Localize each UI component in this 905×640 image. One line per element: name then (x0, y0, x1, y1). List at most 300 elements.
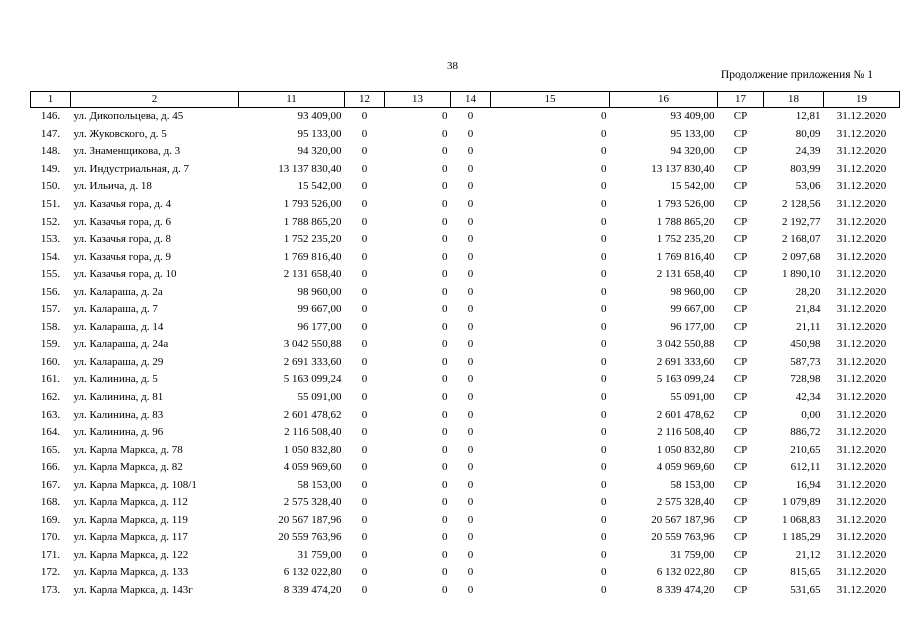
value-col-12: 0 (361, 513, 368, 526)
value-col-16: 8 339 474,20 (656, 584, 715, 597)
row-number: 152. (40, 215, 61, 228)
value-col-13: 0 (442, 461, 448, 474)
row-number: 164. (40, 426, 61, 439)
value-col-12: 0 (361, 426, 368, 439)
row-number: 165. (40, 443, 61, 456)
value-col-15: 0 (601, 548, 607, 561)
value-col-15: 0 (601, 145, 607, 158)
value-col-12: 0 (361, 127, 368, 140)
date-col-19: 31.12.2020 (836, 355, 887, 368)
value-col-18: 1 185,29 (782, 531, 821, 544)
value-col-15: 0 (601, 127, 607, 140)
value-col-11: 99 667,00 (297, 303, 342, 316)
value-col-15: 0 (601, 373, 607, 386)
value-col-18: 2 097,68 (782, 250, 821, 263)
value-col-11: 55 091,00 (297, 391, 342, 404)
value-col-15: 0 (601, 443, 607, 456)
date-col-19: 31.12.2020 (836, 303, 887, 316)
value-col-18: 0,00 (801, 408, 821, 421)
code-col-17: СР (733, 198, 748, 210)
address: ул. Карла Маркса, д. 119 (73, 513, 188, 526)
value-col-11: 3 042 550,88 (283, 338, 342, 351)
table-row (31, 178, 900, 196)
table-row (31, 529, 900, 547)
value-col-15: 0 (601, 268, 607, 281)
value-col-16: 20 567 187,96 (651, 513, 715, 526)
date-col-19: 31.12.2020 (836, 531, 887, 544)
column-header-16: 16 (610, 92, 718, 108)
date-col-19: 31.12.2020 (836, 268, 887, 281)
value-col-18: 24,39 (795, 145, 821, 158)
value-col-18: 2 128,56 (782, 198, 821, 210)
address: ул. Калараша, д. 7 (73, 303, 158, 316)
value-col-13: 0 (442, 215, 448, 228)
value-col-14: 0 (467, 198, 474, 210)
value-col-16: 1 788 865,20 (656, 215, 715, 228)
table-row (31, 108, 900, 126)
row-number: 168. (40, 496, 61, 509)
table-row (31, 213, 900, 231)
address: ул. Жуковского, д. 5 (73, 127, 167, 140)
value-col-16: 55 091,00 (670, 391, 715, 404)
value-col-14: 0 (467, 110, 474, 123)
value-col-12: 0 (361, 566, 368, 579)
code-col-17: СР (733, 250, 748, 263)
address: ул. Карла Маркса, д. 133 (73, 566, 189, 579)
value-col-18: 815,65 (790, 566, 821, 579)
value-col-14: 0 (467, 303, 474, 316)
value-col-14: 0 (467, 513, 474, 526)
value-col-16: 13 137 830,40 (651, 162, 715, 175)
value-col-11: 1 769 816,40 (283, 250, 342, 263)
code-col-17: СР (733, 285, 748, 298)
value-col-16: 1 752 235,20 (656, 233, 715, 246)
value-col-14: 0 (467, 355, 474, 368)
code-col-17: СР (733, 338, 748, 351)
value-col-15: 0 (601, 320, 607, 333)
value-col-14: 0 (467, 584, 474, 597)
value-col-13: 0 (442, 478, 448, 491)
value-col-14: 0 (467, 461, 474, 474)
table-body (31, 108, 900, 600)
table-row (31, 336, 900, 354)
code-col-17: СР (733, 215, 748, 228)
date-col-19: 31.12.2020 (836, 250, 887, 263)
value-col-16: 94 320,00 (670, 145, 715, 158)
value-col-15: 0 (601, 338, 607, 351)
date-col-19: 31.12.2020 (836, 180, 887, 193)
table-row (31, 582, 900, 600)
date-col-19: 31.12.2020 (836, 338, 887, 351)
table-row (31, 547, 900, 565)
table-row (31, 476, 900, 494)
value-col-14: 0 (467, 531, 474, 544)
value-col-14: 0 (467, 478, 474, 491)
value-col-14: 0 (467, 566, 474, 579)
address: ул. Ильича, д. 18 (73, 180, 152, 193)
code-col-17: СР (733, 584, 748, 597)
row-number: 173. (40, 584, 61, 597)
table-row (31, 371, 900, 389)
row-number: 147. (40, 127, 61, 140)
code-col-17: СР (733, 566, 748, 579)
value-col-11: 96 177,00 (297, 320, 342, 333)
value-col-12: 0 (361, 162, 368, 175)
value-col-15: 0 (601, 250, 607, 263)
row-number: 161. (40, 373, 61, 386)
value-col-11: 98 960,00 (297, 285, 342, 298)
value-col-11: 20 567 187,96 (278, 513, 342, 526)
date-col-19: 31.12.2020 (836, 584, 887, 597)
appendix-table (30, 91, 900, 599)
value-col-18: 803,99 (790, 162, 821, 175)
table-row (31, 319, 900, 337)
value-col-11: 5 163 099,24 (283, 373, 342, 386)
value-col-13: 0 (442, 127, 448, 140)
row-number: 170. (40, 531, 61, 544)
column-header-13: 13 (385, 92, 451, 108)
value-col-14: 0 (467, 408, 474, 421)
value-col-18: 80,09 (795, 127, 821, 140)
date-col-19: 31.12.2020 (836, 215, 887, 228)
value-col-13: 0 (442, 584, 448, 597)
row-number: 171. (40, 548, 61, 561)
code-col-17: СР (733, 513, 748, 526)
address: ул. Калинина, д. 81 (73, 391, 164, 404)
address: ул. Карла Маркса, д. 82 (73, 461, 183, 474)
value-col-18: 2 168,07 (782, 233, 821, 246)
code-col-17: СР (733, 303, 748, 316)
value-col-16: 20 559 763,96 (651, 531, 715, 544)
value-col-14: 0 (467, 426, 474, 439)
table-row (31, 266, 900, 284)
address: ул. Казачья гора, д. 4 (73, 198, 171, 210)
value-col-12: 0 (361, 145, 368, 158)
row-number: 162. (40, 391, 61, 404)
value-col-18: 16,94 (795, 478, 821, 491)
row-number: 146. (40, 110, 61, 123)
value-col-14: 0 (467, 180, 474, 193)
value-col-13: 0 (442, 391, 448, 404)
value-col-13: 0 (442, 513, 448, 526)
value-col-13: 0 (442, 320, 448, 333)
page-number: 38 (447, 60, 458, 72)
date-col-19: 31.12.2020 (836, 145, 887, 158)
value-col-16: 1 769 816,40 (656, 250, 715, 263)
table-row (31, 161, 900, 179)
value-col-14: 0 (467, 373, 474, 386)
address: ул. Калараша, д. 2а (73, 285, 163, 298)
value-col-15: 0 (601, 110, 607, 123)
value-col-13: 0 (442, 548, 448, 561)
row-number: 163. (40, 408, 61, 421)
value-col-18: 1 890,10 (782, 268, 821, 281)
value-col-14: 0 (467, 162, 474, 175)
address: ул. Карла Маркса, д. 117 (73, 531, 188, 544)
code-col-17: СР (733, 110, 748, 123)
value-col-13: 0 (442, 355, 448, 368)
value-col-18: 53,06 (795, 180, 821, 193)
value-col-13: 0 (442, 443, 448, 456)
value-col-16: 58 153,00 (670, 478, 715, 491)
value-col-11: 94 320,00 (297, 145, 342, 158)
date-col-19: 31.12.2020 (836, 426, 887, 439)
value-col-13: 0 (442, 496, 448, 509)
value-col-14: 0 (467, 233, 474, 246)
table-row (31, 248, 900, 266)
value-col-18: 531,65 (790, 584, 821, 597)
value-col-11: 8 339 474,20 (283, 584, 342, 597)
value-col-14: 0 (467, 250, 474, 263)
column-header-1: 1 (31, 92, 71, 108)
value-col-18: 1 079,89 (782, 496, 821, 509)
column-header-14: 14 (451, 92, 491, 108)
date-col-19: 31.12.2020 (836, 496, 887, 509)
address: ул. Карла Маркса, д. 112 (73, 496, 188, 509)
value-col-11: 6 132 022,80 (283, 566, 342, 579)
address: ул. Знаменщикова, д. 3 (73, 145, 181, 158)
value-col-12: 0 (361, 110, 368, 123)
value-col-15: 0 (601, 233, 607, 246)
value-col-15: 0 (601, 513, 607, 526)
table-row (31, 512, 900, 530)
value-col-14: 0 (467, 127, 474, 140)
value-col-11: 2 691 333,60 (283, 355, 342, 368)
table-row (31, 406, 900, 424)
value-col-11: 93 409,00 (297, 110, 342, 123)
value-col-13: 0 (442, 531, 448, 544)
value-col-18: 21,12 (795, 548, 821, 561)
value-col-18: 21,84 (795, 303, 821, 316)
value-col-11: 1 788 865,20 (283, 215, 342, 228)
value-col-16: 2 575 328,40 (656, 496, 715, 509)
value-col-12: 0 (361, 250, 368, 263)
value-col-18: 612,11 (790, 461, 821, 474)
value-col-18: 12,81 (795, 110, 821, 123)
value-col-11: 31 759,00 (297, 548, 342, 561)
value-col-15: 0 (601, 198, 607, 210)
value-col-13: 0 (442, 110, 448, 123)
address: ул. Индустриальная, д. 7 (73, 162, 190, 175)
column-header-15: 15 (491, 92, 610, 108)
continuation-caption: Продолжение приложения № 1 (720, 69, 873, 81)
table-row (31, 231, 900, 249)
value-col-15: 0 (601, 426, 607, 439)
value-col-11: 15 542,00 (297, 180, 342, 193)
table-row (31, 424, 900, 442)
date-col-19: 31.12.2020 (836, 198, 887, 210)
value-col-11: 2 116 508,40 (284, 426, 342, 439)
row-number: 159. (40, 338, 61, 351)
row-number: 153. (40, 233, 61, 246)
value-col-13: 0 (442, 198, 448, 210)
code-col-17: СР (733, 391, 748, 404)
column-header-11: 11 (239, 92, 345, 108)
value-col-11: 2 601 478,62 (283, 408, 342, 421)
table-row (31, 441, 900, 459)
value-col-14: 0 (467, 285, 474, 298)
value-col-12: 0 (361, 391, 368, 404)
date-col-19: 31.12.2020 (836, 443, 887, 456)
value-col-16: 6 132 022,80 (656, 566, 715, 579)
value-col-18: 450,98 (790, 338, 821, 351)
row-number: 169. (40, 513, 61, 526)
code-col-17: СР (733, 268, 748, 281)
value-col-18: 42,34 (795, 391, 821, 404)
value-col-18: 210,65 (790, 443, 821, 456)
value-col-15: 0 (601, 496, 607, 509)
date-col-19: 31.12.2020 (836, 110, 887, 123)
value-col-13: 0 (442, 303, 448, 316)
date-col-19: 31.12.2020 (836, 408, 887, 421)
value-col-16: 31 759,00 (670, 548, 715, 561)
date-col-19: 31.12.2020 (836, 285, 887, 298)
value-col-13: 0 (442, 566, 448, 579)
value-col-11: 20 559 763,96 (278, 531, 342, 544)
date-col-19: 31.12.2020 (836, 461, 887, 474)
row-number: 148. (40, 145, 61, 158)
value-col-13: 0 (442, 250, 448, 263)
value-col-15: 0 (601, 566, 607, 579)
row-number: 150. (40, 180, 61, 193)
address: ул. Карла Маркса, д. 78 (73, 443, 183, 456)
value-col-14: 0 (467, 338, 474, 351)
value-col-12: 0 (361, 233, 368, 246)
header-row (31, 92, 900, 108)
address: ул. Казачья гора, д. 10 (73, 268, 177, 281)
value-col-14: 0 (467, 320, 474, 333)
value-col-13: 0 (442, 268, 448, 281)
value-col-16: 95 133,00 (670, 127, 715, 140)
value-col-16: 3 042 550,88 (656, 338, 715, 351)
date-col-19: 31.12.2020 (836, 391, 887, 404)
address: ул. Дикопольцева, д. 45 (73, 110, 184, 123)
value-col-16: 15 542,00 (670, 180, 715, 193)
value-col-12: 0 (361, 408, 368, 421)
value-col-18: 2 192,77 (782, 215, 821, 228)
value-col-16: 2 601 478,62 (656, 408, 715, 421)
value-col-11: 1 752 235,20 (283, 233, 342, 246)
value-col-12: 0 (361, 496, 368, 509)
value-col-12: 0 (361, 338, 368, 351)
row-number: 154. (40, 250, 61, 263)
value-col-12: 0 (361, 320, 368, 333)
row-number: 172. (40, 566, 61, 579)
value-col-16: 1 793 526,00 (656, 198, 715, 210)
value-col-11: 1 793 526,00 (283, 198, 342, 210)
value-col-14: 0 (467, 391, 474, 404)
value-col-12: 0 (361, 443, 368, 456)
address: ул. Казачья гора, д. 8 (73, 233, 171, 246)
value-col-15: 0 (601, 584, 607, 597)
value-col-16: 2 131 658,40 (656, 268, 715, 281)
date-col-19: 31.12.2020 (836, 320, 887, 333)
address: ул. Калинина, д. 96 (73, 426, 164, 439)
value-col-18: 886,72 (790, 426, 821, 439)
date-col-19: 31.12.2020 (836, 548, 887, 561)
code-col-17: СР (733, 180, 748, 193)
value-col-15: 0 (601, 478, 607, 491)
value-col-15: 0 (601, 531, 607, 544)
column-header-2: 2 (71, 92, 239, 108)
code-col-17: СР (733, 162, 748, 175)
code-col-17: СР (733, 408, 748, 421)
code-col-17: СР (733, 355, 748, 368)
value-col-14: 0 (467, 145, 474, 158)
value-col-13: 0 (442, 285, 448, 298)
value-col-12: 0 (361, 584, 368, 597)
address: ул. Калараша, д. 24а (73, 338, 169, 351)
code-col-17: СР (733, 320, 748, 333)
value-col-15: 0 (601, 285, 607, 298)
value-col-15: 0 (601, 355, 607, 368)
value-col-11: 2 131 658,40 (283, 268, 342, 281)
value-col-11: 2 575 328,40 (283, 496, 342, 509)
value-col-12: 0 (361, 303, 368, 316)
row-number: 158. (40, 320, 61, 333)
value-col-18: 28,20 (795, 285, 821, 298)
value-col-12: 0 (361, 268, 368, 281)
value-col-16: 99 667,00 (670, 303, 715, 316)
column-header-19: 19 (824, 92, 900, 108)
value-col-12: 0 (361, 461, 368, 474)
code-col-17: СР (733, 373, 748, 386)
value-col-14: 0 (467, 548, 474, 561)
address: ул. Казачья гора, д. 6 (73, 215, 171, 228)
value-col-14: 0 (467, 268, 474, 281)
value-col-12: 0 (361, 355, 368, 368)
value-col-12: 0 (361, 285, 368, 298)
value-col-12: 0 (361, 478, 368, 491)
table-row (31, 283, 900, 301)
value-col-11: 58 153,00 (297, 478, 342, 491)
value-col-16: 93 409,00 (670, 110, 715, 123)
value-col-15: 0 (601, 408, 607, 421)
column-header-17: 17 (718, 92, 764, 108)
value-col-16: 1 050 832,80 (656, 443, 715, 456)
value-col-13: 0 (442, 373, 448, 386)
date-col-19: 31.12.2020 (836, 127, 887, 140)
value-col-13: 0 (442, 145, 448, 158)
value-col-15: 0 (601, 215, 607, 228)
value-col-13: 0 (442, 162, 448, 175)
value-col-13: 0 (442, 180, 448, 193)
value-col-11: 1 050 832,80 (283, 443, 342, 456)
table-row (31, 389, 900, 407)
value-col-15: 0 (601, 180, 607, 193)
row-number: 166. (40, 461, 61, 474)
code-col-17: СР (733, 443, 748, 456)
value-col-16: 96 177,00 (670, 320, 715, 333)
row-number: 151. (40, 198, 61, 210)
value-col-15: 0 (601, 303, 607, 316)
table-row (31, 126, 900, 144)
date-col-19: 31.12.2020 (836, 162, 887, 175)
address: ул. Калараша, д. 14 (73, 320, 164, 333)
value-col-18: 21,11 (796, 320, 821, 333)
row-number: 155. (40, 268, 61, 281)
code-col-17: СР (733, 461, 748, 474)
address: ул. Калараша, д. 29 (73, 355, 164, 368)
value-col-11: 95 133,00 (297, 127, 342, 140)
date-col-19: 31.12.2020 (836, 233, 887, 246)
row-number: 157. (40, 303, 61, 316)
table-row (31, 301, 900, 319)
code-col-17: СР (733, 233, 748, 246)
address: ул. Карла Маркса, д. 143г (73, 584, 193, 597)
code-col-17: СР (733, 478, 748, 491)
value-col-11: 4 059 969,60 (283, 461, 342, 474)
